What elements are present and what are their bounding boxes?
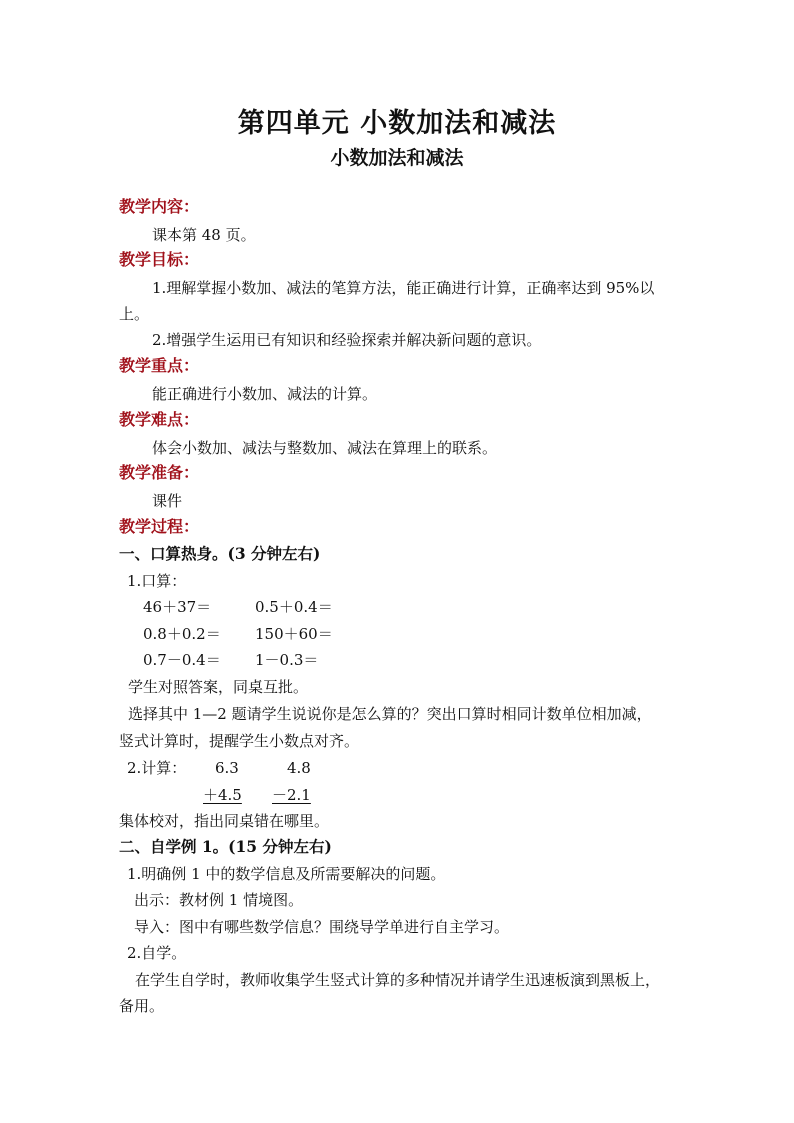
- calc-top-1: 6.3: [215, 759, 239, 777]
- oral-problem: 150＋60＝: [255, 625, 333, 643]
- calc-label: 2.计算：: [127, 759, 187, 777]
- section-2-show: 出示：教材例 1 情境图。: [134, 891, 304, 909]
- content-text: 课本第 48 页。: [152, 226, 256, 244]
- unit-title: 第四单元 小数加法和减法: [237, 108, 557, 139]
- calc-top-2: 4.8: [287, 759, 311, 777]
- group-check-text: 集体校对，指出同桌错在哪里。: [119, 812, 330, 830]
- oral-problem: 0.5＋0.4＝: [255, 598, 333, 616]
- section-2-item-1: 1.明确例 1 中的数学信息及所需要解决的问题。: [127, 865, 446, 883]
- difficulties-text: 体会小数加、减法与整数加、减法在算理上的联系。: [152, 439, 498, 457]
- section-2-heading: 二、自学例 1。(15 分钟左右): [119, 837, 332, 856]
- oral-label: 1.口算：: [127, 572, 187, 590]
- section-2-item-2: 2.自学。: [127, 944, 187, 962]
- oral-problem: 46＋37＝: [143, 598, 212, 616]
- goal-1-line-2: 上。: [119, 305, 150, 323]
- section-2-paragraph-line-2: 备用。: [119, 997, 165, 1015]
- select-line-1: 选择其中 1—2 题请学生说说你是怎么算的？突出口算时相同计数单位相加减，: [128, 705, 652, 723]
- oral-problem: 0.8＋0.2＝: [143, 625, 221, 643]
- goal-1-line-1: 1.理解掌握小数加、减法的笔算方法，能正确进行计算，正确率达到 95%以: [152, 279, 655, 297]
- section-2-intro: 导入：图中有哪些数学信息？围绕导学单进行自主学习。: [134, 918, 510, 936]
- section-2-paragraph-line-1: 在学生自学时，教师收集学生竖式计算的多种情况并请学生迅速板演到黑板上，: [135, 971, 661, 989]
- goals-heading: 教学目标：: [119, 250, 200, 269]
- difficulties-heading: 教学难点：: [119, 410, 200, 429]
- calc-bottom-2: －2.1: [272, 786, 311, 804]
- key-points-heading: 教学重点：: [119, 356, 200, 375]
- goal-2: 2.增强学生运用已有知识和经验探索并解决新问题的意识。: [152, 331, 542, 349]
- oral-problem: 1－0.3＝: [255, 651, 319, 669]
- check-text: 学生对照答案，同桌互批。: [128, 678, 309, 696]
- lesson-subtitle: 小数加法和减法: [330, 147, 464, 169]
- key-points-text: 能正确进行小数加、减法的计算。: [152, 385, 378, 403]
- select-line-2: 竖式计算时，提醒学生小数点对齐。: [119, 732, 360, 750]
- oral-problem: 0.7－0.4＝: [143, 651, 221, 669]
- process-heading: 教学过程：: [119, 517, 200, 536]
- section-1-heading: 一、口算热身。(3 分钟左右): [119, 544, 321, 563]
- content-heading: 教学内容：: [119, 197, 200, 216]
- preparation-heading: 教学准备：: [119, 463, 200, 482]
- preparation-text: 课件: [152, 492, 183, 510]
- calc-bottom-1: ＋4.5: [203, 786, 242, 804]
